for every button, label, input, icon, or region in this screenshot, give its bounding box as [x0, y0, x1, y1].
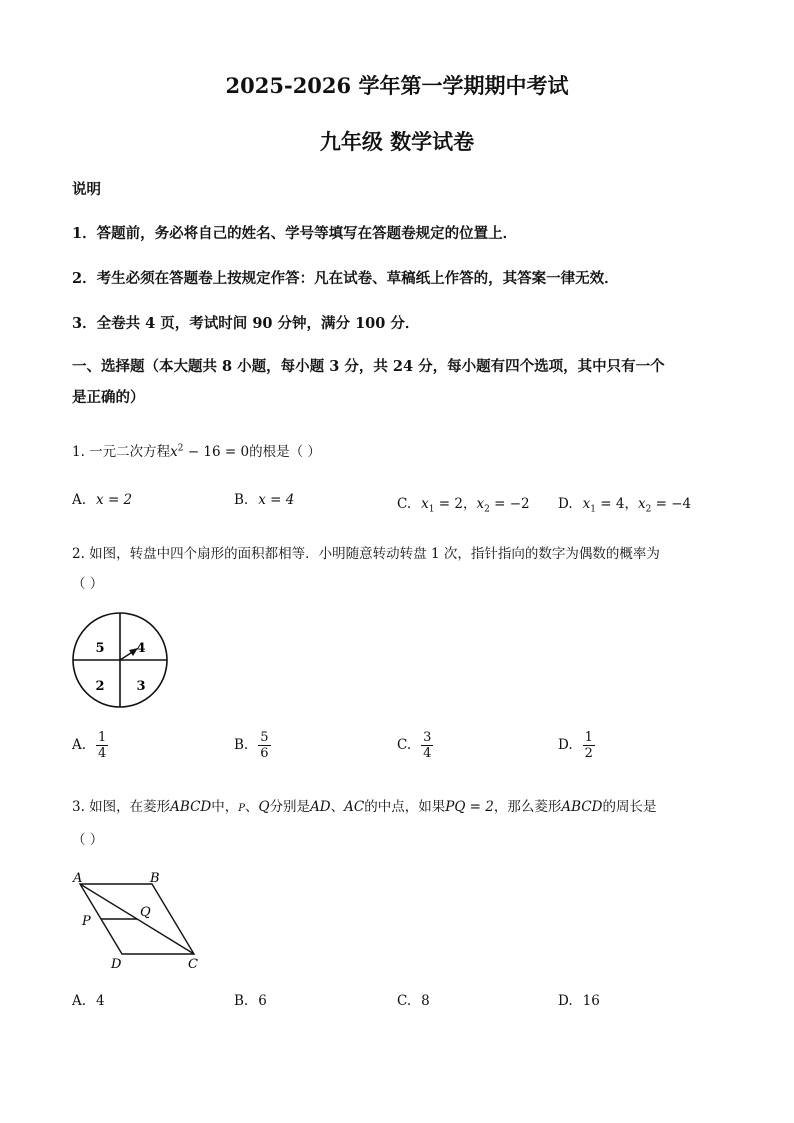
fraction-denominator: 4: [423, 746, 432, 761]
option-v1: = 4: [596, 496, 625, 512]
q2-option-b[interactable]: [234, 730, 271, 761]
option-sep: ，: [624, 496, 638, 512]
option-v2: = −4: [651, 496, 692, 512]
exam-title: 2025-2026 学年第一学期期中考试: [225, 73, 569, 98]
option-x1: x: [582, 496, 591, 512]
q3-text-8: 的周长是: [602, 799, 657, 815]
question-2-stem-line1: 2. 如图，转盘中四个扇形的面积都相等．小明随意转动转盘 1 次，指针指向的数字为偶数的概率为: [72, 546, 660, 562]
question-3-stem-line2: （ ）: [72, 832, 104, 848]
q1-equation-exp: 2: [177, 443, 184, 454]
option-letter: C.: [397, 496, 412, 512]
question-3-stem-line1: [72, 795, 656, 815]
q3-option-b[interactable]: [234, 993, 267, 1009]
q3-option-c[interactable]: [397, 993, 430, 1009]
q3-option-a[interactable]: [72, 993, 105, 1009]
option-sep: ，: [462, 496, 477, 512]
vertex-label-a: A: [73, 871, 83, 886]
q3-math-abcd: ABCD: [170, 799, 212, 815]
option-letter: A.: [72, 737, 87, 753]
section-heading-line2: 是正确的）: [72, 389, 145, 406]
instruction-item-3: 3．全卷共 4 页，考试时间 90 分钟，满分 100 分．: [72, 315, 420, 332]
fraction-numerator: 5: [260, 730, 269, 745]
instruction-item-2: 2．考生必须在答题卷上按规定作答：凡在试卷、草稿纸上作答的，其答案一律无效．: [72, 270, 619, 287]
option-sub2: 2: [645, 504, 652, 515]
option-letter: B.: [234, 492, 249, 508]
section-heading-line1: 一、选择题（本大题共 8 小题，每小题 3 分，共 24 分，每小题有四个选项，其中只有一个: [72, 358, 665, 375]
option-text: 8: [421, 993, 430, 1009]
vertex-label-c: C: [188, 957, 198, 972]
q1-option-d[interactable]: [558, 492, 691, 515]
option-v2: = −2: [489, 496, 530, 512]
fraction-denominator: 4: [98, 746, 107, 761]
q3-text-3: 、: [244, 799, 259, 815]
option-sub1: 1: [590, 504, 596, 515]
option-fraction: [583, 730, 595, 761]
option-text: 16: [582, 993, 600, 1009]
option-fraction: [258, 730, 270, 761]
q1-option-a[interactable]: [72, 492, 132, 508]
option-x1: x: [421, 496, 429, 512]
option-letter: A.: [72, 993, 87, 1009]
q3-math-ad: AD: [310, 799, 331, 815]
q1-option-b[interactable]: [234, 492, 294, 508]
option-text: x = 4: [258, 492, 295, 508]
option-letter: D.: [558, 993, 573, 1009]
q3-text-2: 中，: [211, 799, 239, 815]
option-letter: A.: [72, 492, 87, 508]
q3-option-d[interactable]: [558, 993, 600, 1009]
option-x2: x: [637, 496, 646, 512]
fraction-denominator: 6: [260, 746, 269, 761]
exam-subtitle: 九年级 数学试卷: [319, 129, 475, 154]
option-text: 6: [258, 993, 267, 1009]
option-x2: x: [476, 496, 485, 512]
spinner-number-5: 5: [95, 641, 105, 656]
option-text: x = 2: [96, 492, 133, 508]
question-2-stem-line2: （ ）: [72, 576, 104, 592]
option-letter: B.: [234, 993, 249, 1009]
option-fraction: [96, 730, 108, 761]
option-letter: D.: [558, 496, 573, 512]
instruction-item-1: 1．答题前，务必将自己的姓名、学号等填写在答题卷规定的位置上．: [72, 225, 518, 242]
option-fraction: [421, 730, 433, 761]
q3-math-pq: PQ = 2: [445, 799, 494, 815]
spinner-number-4: 4: [136, 641, 146, 656]
q3-math-abcd-2: ABCD: [561, 799, 603, 815]
q3-math-q: Q: [258, 799, 270, 815]
q3-text-1: 3. 如图，在菱形: [72, 799, 171, 815]
option-letter: C.: [397, 993, 412, 1009]
fraction-numerator: 1: [98, 730, 107, 745]
instructions-heading: 说明: [72, 181, 101, 198]
q3-text-7: ，那么菱形: [493, 799, 562, 815]
fraction-denominator: 2: [584, 746, 593, 761]
point-label-p: P: [82, 914, 91, 929]
option-letter: B.: [234, 737, 249, 753]
rhombus-figure: [70, 866, 210, 974]
option-letter: C.: [397, 737, 412, 753]
q2-option-a[interactable]: [72, 730, 108, 761]
spinner-figure: [70, 610, 174, 714]
q1-equation-x: x: [170, 444, 178, 460]
q2-option-c[interactable]: [397, 730, 433, 761]
option-sub1: 1: [428, 504, 435, 515]
spinner-number-3: 3: [136, 679, 146, 694]
fraction-numerator: 1: [584, 730, 593, 745]
option-v1: = 2: [434, 496, 463, 512]
q1-option-c[interactable]: [397, 492, 530, 515]
q1-prefix: 1. 一元二次方程: [72, 444, 171, 460]
point-label-q: Q: [140, 905, 151, 920]
spinner-number-2: 2: [95, 679, 105, 694]
vertex-label-b: B: [150, 871, 160, 886]
q3-math-p: P: [238, 803, 245, 814]
q3-text-6: 的中点，如果: [364, 799, 446, 815]
option-sub2: 2: [484, 504, 490, 515]
q3-math-ac: AC: [344, 799, 365, 815]
q3-text-4: 分别是: [269, 799, 311, 815]
fraction-numerator: 3: [423, 730, 432, 745]
question-1-stem: [72, 440, 321, 460]
option-text: 4: [96, 993, 105, 1009]
q2-option-d[interactable]: [558, 730, 595, 761]
vertex-label-d: D: [111, 957, 122, 972]
q1-suffix: 的根是（ ）: [249, 444, 321, 460]
option-letter: D.: [558, 737, 573, 753]
q3-text-5: 、: [330, 799, 345, 815]
q1-equation-rest: − 16 = 0: [183, 444, 250, 460]
